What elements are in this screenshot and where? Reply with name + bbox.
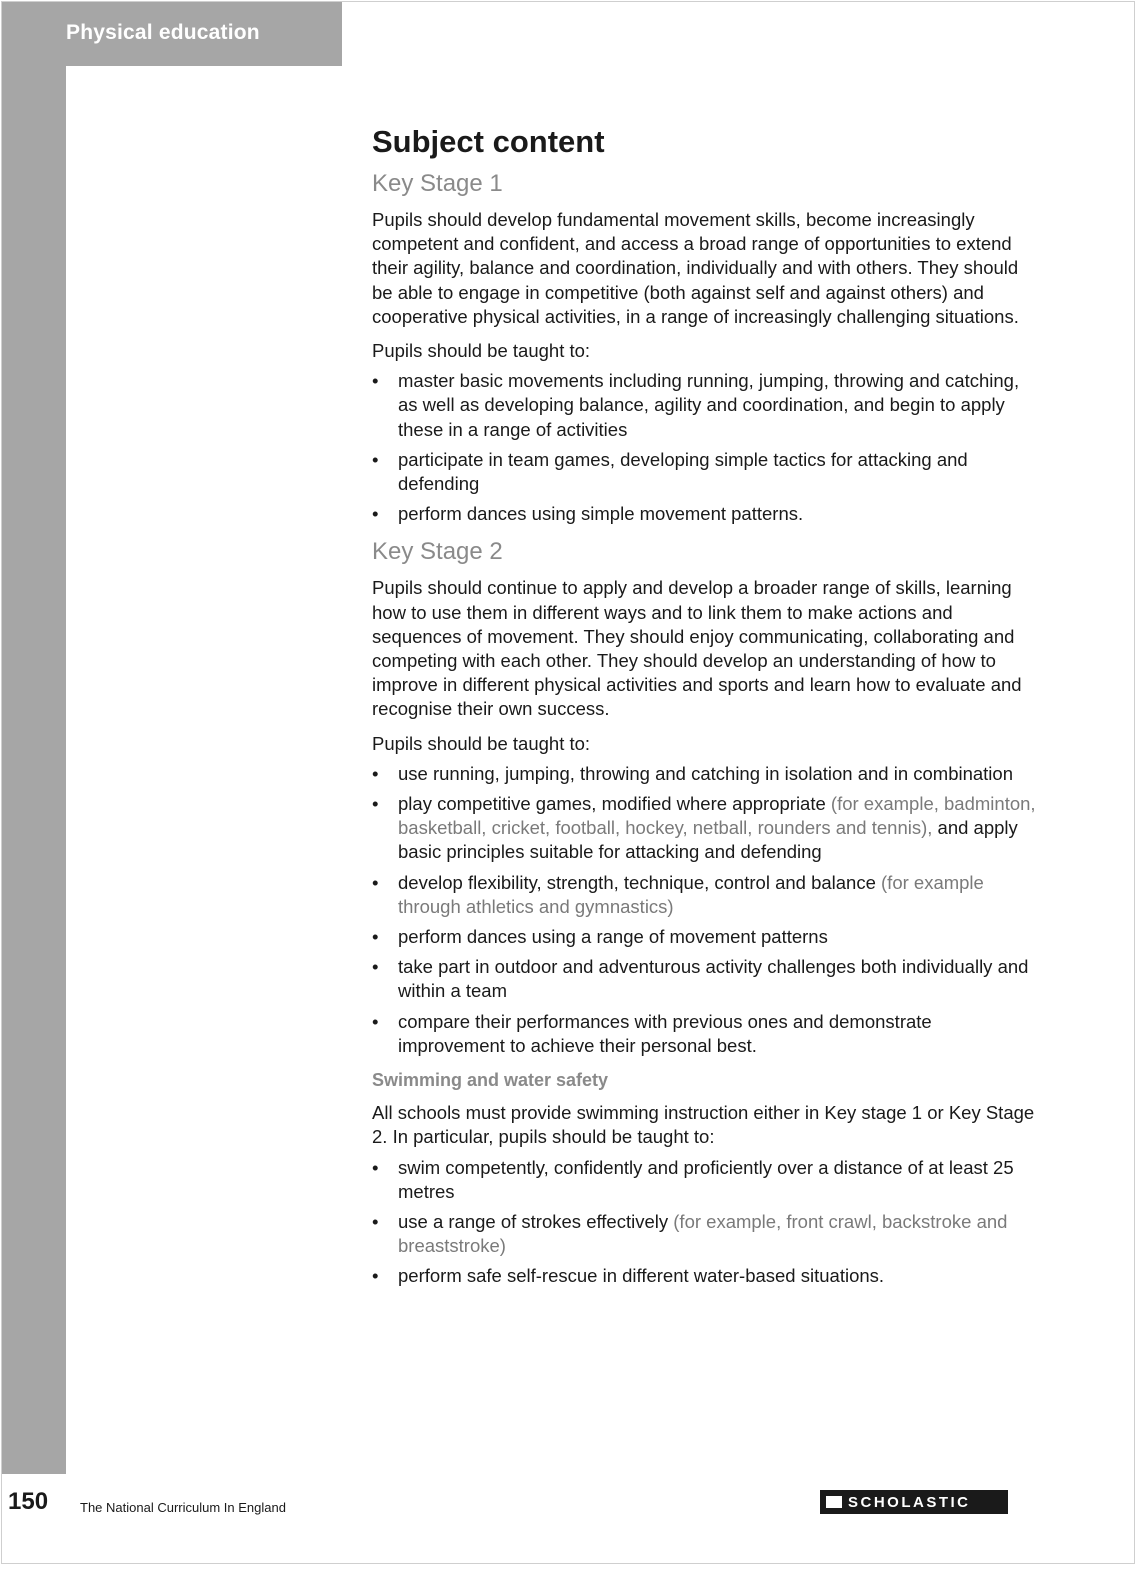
list-item [372,1210,1042,1258]
section-tab-label: Physical education [66,21,260,44]
key-stage-2-intro: Pupils should continue to apply and develop a broader range of skills, learning how to use them in different ways and to link them to make actions and sequences of movement. They should enjoy communicating, collaborating and competing with each other. They should develop an understanding of how to improve in different physical activities and sports and learn how to evaluate and recognise their own success. [372,577,1022,720]
main-content [372,124,1042,1301]
list-item-text: and apply basic principles suitable for attacking and defending [398,817,1018,863]
publisher-logo [820,1490,1008,1514]
swimming-heading: Swimming and water safety [372,1070,609,1091]
key-stage-1-list [372,369,1042,526]
footer-title: The National Curriculum In England [80,1500,286,1515]
page-number: 150 [8,1488,49,1515]
list-item [372,792,1042,865]
key-stage-1-heading: Key Stage 1 [372,170,503,197]
book-icon [826,1496,842,1508]
list-item: • perform dances using simple movement patterns. [372,502,1042,526]
list-item-example: (for example through athletics and gymnastics) [398,871,984,917]
list-item: • take part in outdoor and adventurous activity challenges both individually and within a team [372,955,1042,1003]
side-bar [2,2,66,1474]
list-item-example: (for example, front crawl, backstroke and breaststroke) [398,1210,1008,1257]
list-item-text: use a range of strokes effectively [398,1210,674,1232]
list-item: • master basic movements including running, jumping, throwing and catching, as well as developing balance, agility and coordination, and begin to apply these in a range of activities [372,369,1042,442]
key-stage-2-list [372,762,1042,1058]
list-item: • participate in team games, developing simple tactics for attacking and defending [372,448,1042,496]
list-item: • compare their performances with previous ones and demonstrate improvement to achieve their personal best. [372,1010,1042,1058]
swimming-list [372,1156,1042,1289]
list-item-text: play competitive games, modified where appropriate [398,793,831,815]
swimming-intro: All schools must provide swimming instruction either in Key stage 1 or Key Stage 2. In particular, pupils should be taught to: [372,1102,1035,1148]
publisher-name: SCHOLASTIC [848,1493,971,1511]
list-item: • use running, jumping, throwing and catching in isolation and in combination [372,762,1042,786]
list-item [372,871,1042,919]
list-item: • perform safe self-rescue in different water-based situations. [372,1264,1042,1288]
key-stage-1-intro: Pupils should develop fundamental movement skills, become increasingly competent and confident, and access a broad range of opportunities to extend their agility, balance and coordination, individually and with others. They should be able to engage in competitive (both against self and against others) and cooperative physical activities, in a range of increasingly challenging situations. [372,209,1019,327]
list-item-text: develop flexibility, strength, technique, control and balance [398,871,882,893]
key-stage-2-heading: Key Stage 2 [372,538,503,566]
key-stage-1-taught-to: Pupils should be taught to: [372,340,591,362]
list-item-example: (for example, badminton, basketball, cricket, football, hockey, netball, rounders and tennis), [398,793,1036,839]
key-stage-2-taught-to: Pupils should be taught to: [372,732,591,754]
list-item: • perform dances using a range of movement patterns [372,925,1042,949]
list-item: • swim competently, confidently and proficiently over a distance of at least 25 metres [372,1156,1042,1204]
page-title: Subject content [372,124,605,159]
